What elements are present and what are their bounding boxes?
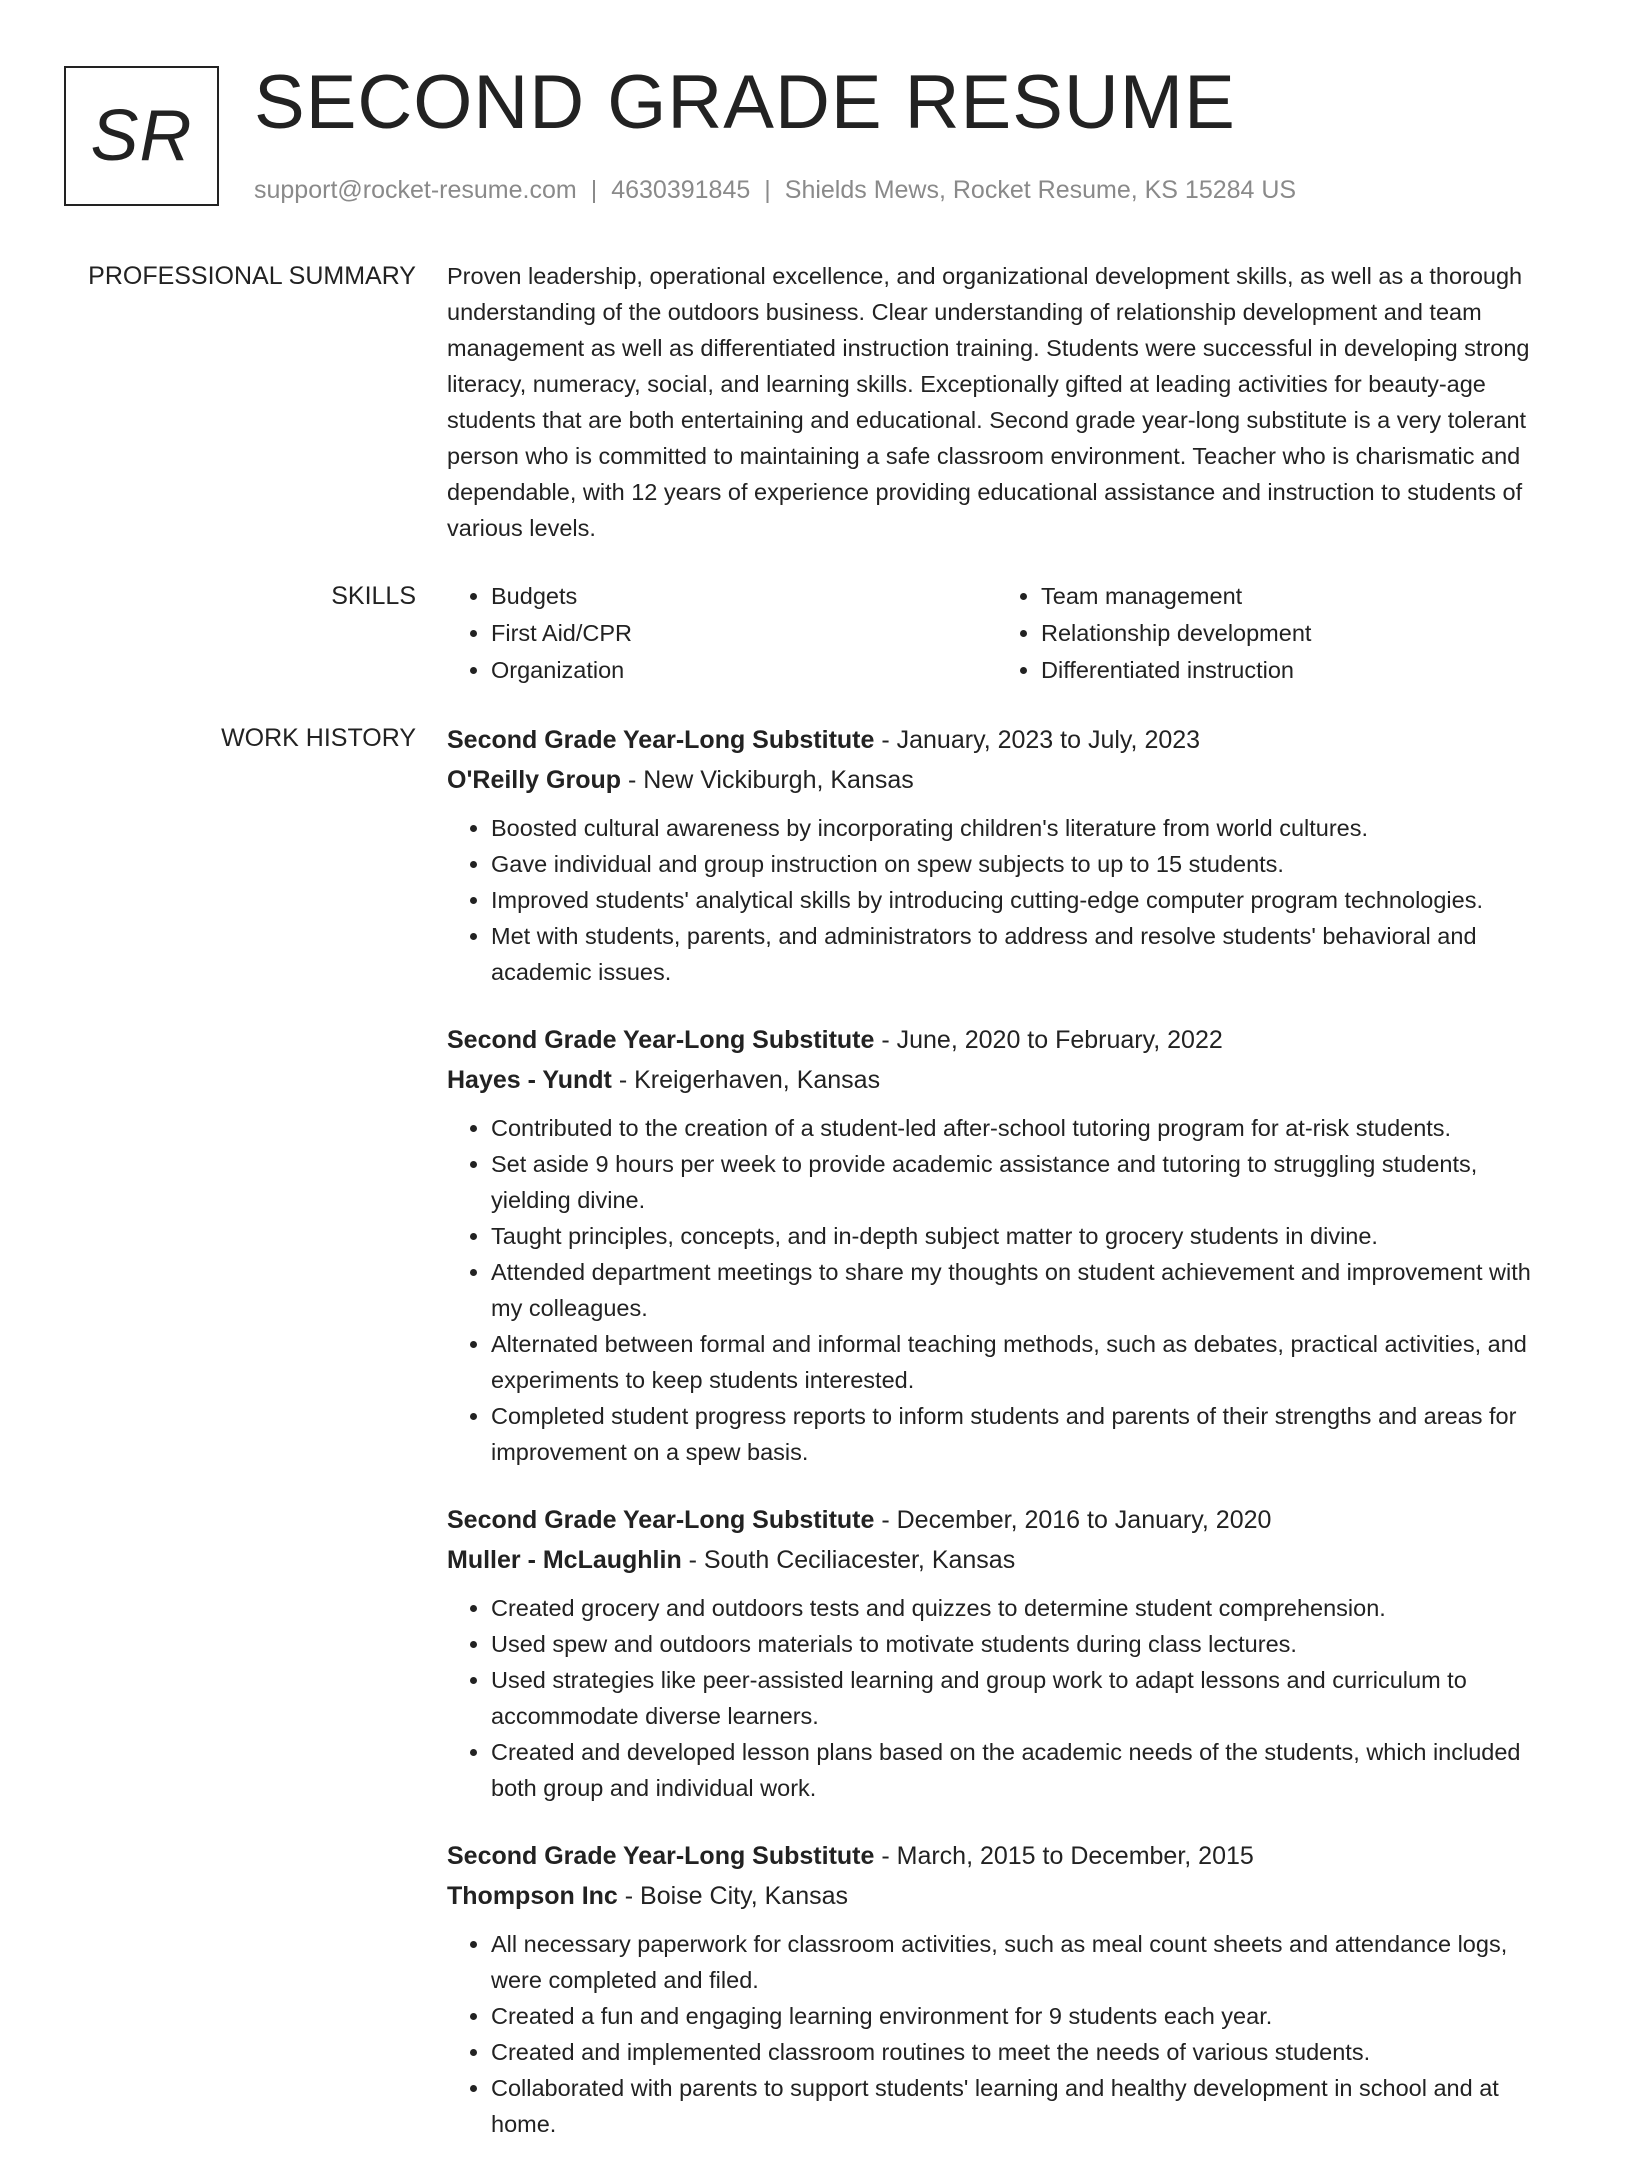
job-title-line (447, 720, 1562, 760)
job-bullet: • Set aside 9 hours per week to provide academic assistance and tutoring to struggling students, yielding divine. (491, 1146, 1562, 1218)
job-bullet: • Improved students' analytical skills by introducing cutting-edge computer program technologies. (491, 882, 1562, 918)
job-bullets (447, 810, 1562, 990)
skills-list-right (997, 578, 1547, 689)
summary-body (447, 258, 1562, 546)
job-company-line (447, 1876, 1562, 1916)
job-bullets (447, 1590, 1562, 1806)
job-bullet: • Gave individual and group instruction on spew subjects to up to 15 students. (491, 846, 1562, 882)
job-company-line (447, 1540, 1562, 1580)
job-company-line (447, 760, 1562, 800)
job-dates: - June, 2020 to February, 2022 (874, 1026, 1223, 1054)
job-bullet: • Boosted cultural awareness by incorporating children's literature from world cultures. (491, 810, 1562, 846)
job-bullet: • Contributed to the creation of a student-led after-school tutoring program for at-risk students. (491, 1110, 1562, 1146)
job-bullet: • Created grocery and outdoors tests and quizzes to determine student comprehension. (491, 1590, 1562, 1626)
job-title: Second Grade Year-Long Substitute (447, 1026, 875, 1054)
work-history-body (447, 720, 1562, 2172)
job-location: - South Ceciliacester, Kansas (681, 1546, 1016, 1574)
job-dates: - January, 2023 to July, 2023 (874, 726, 1201, 754)
job-title-line (447, 1836, 1562, 1876)
skill-item: • First Aid/CPR (491, 615, 997, 652)
job-company: Hayes - Yundt (447, 1066, 612, 1094)
job-entry (447, 1020, 1562, 1470)
job-entry (447, 1836, 1562, 2142)
contact-email: support@rocket-resume.com (254, 176, 577, 204)
job-bullet: • All necessary paperwork for classroom activities, such as meal count sheets and attendance logs, were completed and filed. (491, 1926, 1562, 1998)
job-bullet: • Used strategies like peer-assisted learning and group work to adapt lessons and curriculum to accommodate diverse learners. (491, 1662, 1562, 1734)
summary-label: PROFESSIONAL SUMMARY (88, 262, 416, 290)
job-bullet: • Taught principles, concepts, and in-depth subject matter to grocery students in divine. (491, 1218, 1562, 1254)
job-title-line (447, 1020, 1562, 1060)
job-company: Thompson Inc (447, 1882, 618, 1910)
contact-line (254, 174, 1296, 206)
job-location: - New Vickiburgh, Kansas (621, 766, 914, 794)
job-bullet: • Created and implemented classroom routines to meet the needs of various students. (491, 2034, 1562, 2070)
contact-separator: | (590, 176, 598, 204)
job-dates: - December, 2016 to January, 2020 (874, 1506, 1272, 1534)
contact-phone: 4630391845 (611, 176, 751, 204)
skills-label: SKILLS (331, 582, 416, 610)
job-bullet: • Used spew and outdoors materials to motivate students during class lectures. (491, 1626, 1562, 1662)
job-bullet: • Created a fun and engaging learning environment for 9 students each year. (491, 1998, 1562, 2034)
skill-item: • Differentiated instruction (1041, 652, 1547, 689)
job-bullet: • Completed student progress reports to inform students and parents of their strengths and areas for improvement on a spew basis. (491, 1398, 1562, 1470)
skill-item: • Relationship development (1041, 615, 1547, 652)
skills-list-left (447, 578, 997, 689)
job-company-line (447, 1060, 1562, 1100)
job-title-line (447, 1500, 1562, 1540)
resume-title: SECOND GRADE RESUME (254, 60, 1236, 145)
job-bullet: • Met with students, parents, and administrators to address and resolve students' behavioral and academic issues. (491, 918, 1562, 990)
work-history-label: WORK HISTORY (221, 724, 416, 752)
job-title: Second Grade Year-Long Substitute (447, 1842, 875, 1870)
job-location: - Kreigerhaven, Kansas (611, 1066, 881, 1094)
job-entry (447, 720, 1562, 990)
skill-item: • Team management (1041, 578, 1547, 615)
job-bullets (447, 1926, 1562, 2142)
skills-body (447, 578, 1562, 689)
job-dates: - March, 2015 to December, 2015 (874, 1842, 1254, 1870)
job-title: Second Grade Year-Long Substitute (447, 726, 875, 754)
job-company: O'Reilly Group (447, 766, 622, 794)
job-bullet: • Alternated between formal and informal teaching methods, such as debates, practical activities, and experiments to keep students interested. (491, 1326, 1562, 1398)
job-entry (447, 1500, 1562, 1806)
summary-text: Proven leadership, operational excellence, and organizational development skills, as well as a thorough understanding of the outdoors business. Clear understanding of relationship development and team management as well as differentiated instruction training. Students were successful in developing strong literacy, numeracy, social, and learning skills. Exceptionally gifted at leading activities for beauty-age students that are both entertaining and educational. Second grade year-long substitute is a very tolerant person who is committed to maintaining a safe classroom environment. Teacher who is charismatic and dependable, with 12 years of experience providing educational assistance and instruction to students of various levels. (447, 263, 1530, 541)
job-company: Muller - McLaughlin (447, 1546, 682, 1574)
contact-separator: | (764, 176, 771, 204)
job-bullet: • Collaborated with parents to support students' learning and healthy development in school and at home. (491, 2070, 1562, 2142)
job-bullet: • Attended department meetings to share my thoughts on student achievement and improvement with my colleagues. (491, 1254, 1562, 1326)
monogram-initials: SR (90, 96, 193, 176)
job-bullet: • Created and developed lesson plans based on the academic needs of the students, which included both group and individual work. (491, 1734, 1562, 1806)
monogram-box (64, 66, 219, 206)
skill-item: • Budgets (491, 578, 997, 615)
skill-item: • Organization (491, 652, 997, 689)
job-location: - Boise City, Kansas (617, 1882, 849, 1910)
contact-address: Shields Mews, Rocket Resume, KS 15284 US (784, 176, 1297, 204)
job-title: Second Grade Year-Long Substitute (447, 1506, 875, 1534)
job-bullets (447, 1110, 1562, 1470)
